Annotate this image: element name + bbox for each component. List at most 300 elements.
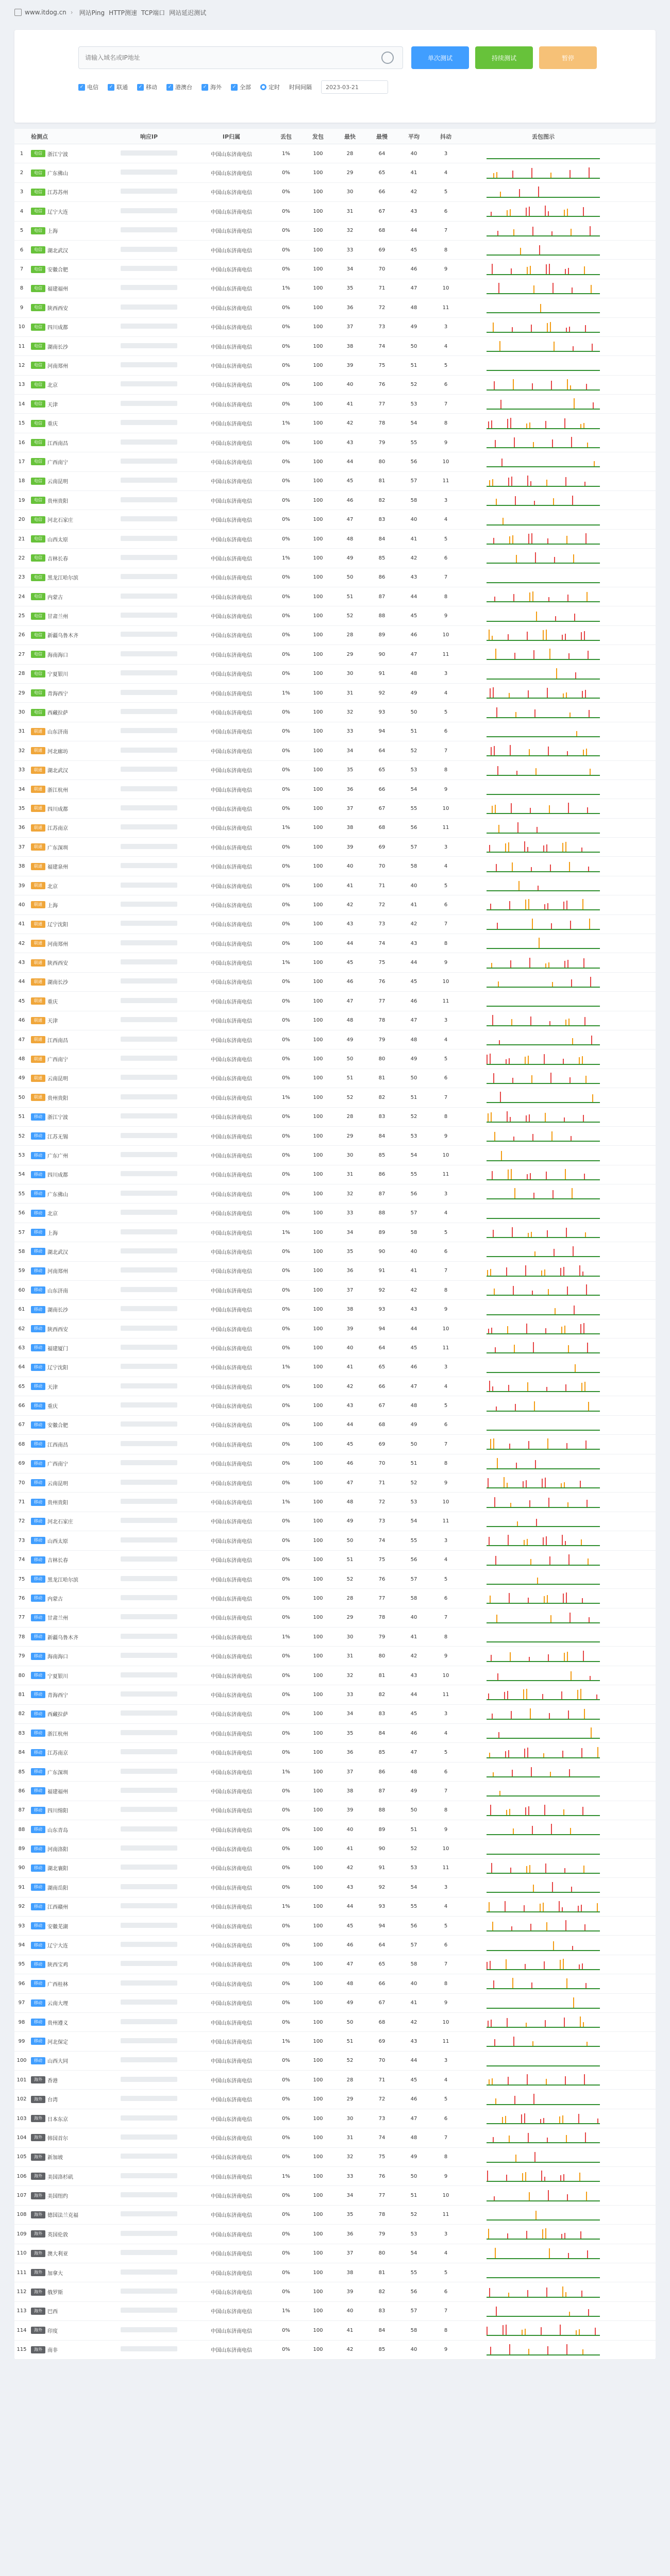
loss-mark <box>489 480 490 486</box>
loss-mark <box>502 518 504 524</box>
location-cell: 中国山东济南电信 <box>211 171 252 177</box>
ip-cell <box>105 1191 193 1197</box>
loss-mark <box>526 1689 527 1699</box>
slowest-cell: 65 <box>378 1961 386 1968</box>
loss-mark <box>561 1327 562 1333</box>
loss-mark <box>511 268 512 274</box>
sent-cell: 100 <box>313 1153 323 1158</box>
loss-sparkline <box>487 418 600 429</box>
filter-options <box>78 80 388 94</box>
location-cell: 中国山东济南电信 <box>211 2328 252 2334</box>
breadcrumb-link[interactable]: 网站Ping <box>79 9 105 16</box>
table-row <box>14 1223 656 1242</box>
loss-mark <box>549 1556 550 1565</box>
ip-cell <box>105 2211 193 2218</box>
jitter-cell: 3 <box>444 324 448 330</box>
loss-cell: 0% <box>282 1942 290 1948</box>
loss-mark <box>561 2234 562 2239</box>
loss-mark <box>586 384 587 389</box>
isp-badge: 移动 <box>31 1325 45 1332</box>
loss-mark <box>566 1228 567 1237</box>
search-icon[interactable] <box>381 52 394 64</box>
masked-ip <box>121 1556 177 1562</box>
location-cell: 中国山东济南电信 <box>211 1327 252 1333</box>
loss-chart-cell <box>462 1477 625 1488</box>
loss-mark <box>513 1137 514 1141</box>
loss-mark <box>534 2152 535 2162</box>
table-row <box>14 1724 656 1743</box>
sent-cell: 100 <box>313 1730 323 1736</box>
node-name: 广西南宁 <box>47 1057 68 1063</box>
node-cell <box>29 1171 105 1178</box>
loss-mark <box>583 207 584 216</box>
col-location: IP归属 <box>222 133 241 140</box>
slowest-cell: 67 <box>378 208 386 214</box>
masked-ip <box>121 150 177 156</box>
jitter-cell: 11 <box>442 998 449 1004</box>
ip-cell <box>105 805 193 812</box>
ip-cell <box>105 1845 193 1852</box>
loss-chart-cell <box>462 1824 625 1835</box>
node-name: 德国法兰克福 <box>47 2213 78 2219</box>
node-cell <box>29 708 105 716</box>
average-cell: 45 <box>410 979 417 985</box>
average-cell: 41 <box>410 536 417 542</box>
single-test-button[interactable]: 单次测试 <box>411 46 469 69</box>
loss-mark <box>494 381 495 389</box>
masked-ip <box>121 2096 177 2101</box>
ip-cell <box>105 1075 193 1081</box>
table-row <box>14 1666 656 1685</box>
loss-sparkline <box>487 2016 600 2028</box>
fastest-cell: 30 <box>346 671 354 677</box>
loss-mark <box>524 841 525 852</box>
loss-mark <box>529 958 530 968</box>
loss-chart-cell <box>462 1323 625 1334</box>
masked-ip <box>121 1017 177 1022</box>
loss-mark <box>595 2328 596 2335</box>
row-index: 6 <box>20 247 24 253</box>
row-index: 46 <box>18 1018 25 1024</box>
average-cell: 50 <box>410 1075 417 1081</box>
slowest-cell: 67 <box>378 2000 386 2006</box>
fastest-cell: 30 <box>346 1634 354 1640</box>
average-cell: 52 <box>410 1114 417 1120</box>
node-name: 湖南长沙 <box>47 344 68 350</box>
node-cell <box>29 1556 105 1564</box>
isp-badge: 移动 <box>31 1556 45 1564</box>
node-name: 西藏拉萨 <box>47 710 68 717</box>
table-row <box>14 606 656 625</box>
slowest-cell: 78 <box>378 2212 386 2218</box>
loss-mark <box>490 1054 491 1064</box>
loss-mark <box>512 171 513 178</box>
loss-cell: 1% <box>282 1094 290 1100</box>
loss-mark <box>492 264 493 274</box>
loss-cell: 0% <box>282 208 290 214</box>
loss-chart-cell <box>462 321 625 333</box>
loss-mark <box>541 1270 542 1276</box>
loss-sparkline <box>487 1438 600 1450</box>
row-index: 51 <box>18 1114 25 1120</box>
masked-ip <box>121 651 177 656</box>
loss-chart-cell <box>462 1516 625 1527</box>
slowest-cell: 89 <box>378 632 386 638</box>
masked-ip <box>121 805 177 810</box>
home-icon[interactable] <box>14 9 22 16</box>
isp-badge: 电信 <box>31 227 45 234</box>
schedule-radio[interactable]: 定时 <box>260 83 280 91</box>
loss-mark <box>574 398 575 409</box>
loss-mark <box>496 707 497 717</box>
loss-mark <box>533 1342 534 1352</box>
isp-badge: 海外 <box>31 2173 45 2180</box>
masked-ip <box>121 2038 177 2043</box>
loss-chart-cell <box>462 1246 625 1257</box>
loss-sparkline <box>487 687 600 699</box>
node-name: 山东青岛 <box>47 1827 68 1834</box>
jitter-cell: 3 <box>444 150 448 157</box>
loss-chart-cell <box>462 244 625 256</box>
loss-cell: 0% <box>282 613 290 619</box>
sent-cell: 100 <box>313 1480 323 1486</box>
slowest-cell: 83 <box>378 2308 386 2314</box>
loss-mark <box>593 402 594 409</box>
sent-cell: 100 <box>313 1364 323 1370</box>
jitter-cell: 10 <box>442 632 449 638</box>
loss-sparkline <box>487 1901 600 1912</box>
breadcrumb-link[interactable]: TCP端口 <box>141 9 165 16</box>
jitter-cell: 3 <box>444 1537 448 1544</box>
node-name: 澳大利亚 <box>47 2251 68 2258</box>
node-name: 天津 <box>47 1384 58 1391</box>
masked-ip <box>121 1980 177 1986</box>
row-index: 21 <box>18 536 25 542</box>
loss-mark <box>535 1460 536 1468</box>
loss-mark <box>507 2018 508 2027</box>
filter-all[interactable]: ✓ 全部 <box>231 83 251 91</box>
node-cell <box>29 1595 105 1602</box>
pause-button[interactable]: 暂停 <box>539 46 597 69</box>
jitter-cell: 9 <box>444 2347 448 2353</box>
loss-mark <box>530 808 531 813</box>
loss-mark <box>567 209 568 216</box>
loss-sparkline <box>487 1766 600 1777</box>
sent-cell: 100 <box>313 1191 323 1197</box>
filter-hkmotw[interactable]: ✓ 港澳台 <box>166 83 192 91</box>
location-cell: 中国山东济南电信 <box>211 151 252 158</box>
jitter-cell: 10 <box>442 285 449 292</box>
date-input[interactable]: 2023-03-21 <box>321 80 388 94</box>
loss-mark <box>497 923 498 929</box>
loss-mark <box>583 958 584 968</box>
sent-cell: 100 <box>313 1422 323 1428</box>
loss-mark <box>578 1906 579 1911</box>
loss-mark <box>492 1922 493 1930</box>
loss-sparkline <box>487 1882 600 1893</box>
isp-badge: 电信 <box>31 689 45 697</box>
fastest-cell: 42 <box>346 902 354 908</box>
loss-chart-cell <box>462 861 625 872</box>
loss-sparkline <box>487 2325 600 2336</box>
loss-mark <box>547 1230 548 1237</box>
radio-icon <box>260 84 266 90</box>
isp-badge: 电信 <box>31 285 45 292</box>
loss-mark <box>527 2290 528 2297</box>
average-cell: 45 <box>410 1345 417 1351</box>
loss-cell: 0% <box>282 324 290 330</box>
node-cell <box>29 2095 105 2103</box>
sent-cell: 100 <box>313 1287 323 1293</box>
loss-mark <box>555 616 556 621</box>
loss-chart-cell <box>462 552 625 564</box>
loss-mark <box>510 1868 511 1873</box>
jitter-cell: 7 <box>444 401 448 407</box>
node-cell <box>29 1267 105 1275</box>
masked-ip <box>121 1210 177 1215</box>
table-row <box>14 1974 656 1993</box>
loss-mark <box>569 1613 571 1622</box>
loss-sparkline <box>487 1034 600 1045</box>
node-name: 巴西 <box>47 2309 58 2315</box>
average-cell: 57 <box>410 844 417 850</box>
loss-chart-cell <box>462 2267 625 2278</box>
ip-cell <box>105 709 193 716</box>
loss-chart-cell <box>462 379 625 391</box>
sent-cell: 100 <box>313 1788 323 1794</box>
filter-overseas[interactable]: ✓ 海外 <box>202 83 222 91</box>
loss-mark <box>513 229 514 235</box>
masked-ip <box>121 439 177 445</box>
loss-chart-cell <box>462 495 625 506</box>
average-cell: 58 <box>410 2327 417 2333</box>
loss-chart-cell <box>462 1612 625 1623</box>
loss-mark <box>547 688 548 698</box>
isp-badge: 电信 <box>31 458 45 465</box>
loss-mark <box>494 1132 495 1141</box>
loss-mark <box>533 285 534 293</box>
node-cell <box>29 2307 105 2315</box>
sent-cell: 100 <box>313 324 323 330</box>
loss-mark <box>506 1059 507 1064</box>
filter-mobile[interactable]: ✓ 移动 <box>137 83 157 91</box>
breadcrumb-link[interactable]: 网站延迟测试 <box>169 9 207 16</box>
loss-sparkline <box>487 206 600 217</box>
loss-mark <box>509 1058 510 1064</box>
table-row <box>14 1994 656 2013</box>
loss-mark <box>539 938 540 948</box>
loss-mark <box>494 1497 495 1507</box>
loss-mark <box>492 479 493 486</box>
loss-mark <box>565 842 566 852</box>
sent-cell: 100 <box>313 343 323 349</box>
loss-mark <box>491 1863 492 1873</box>
jitter-cell: 8 <box>444 594 448 600</box>
loss-sparkline <box>487 1188 600 1199</box>
table-row <box>14 780 656 799</box>
node-cell <box>29 362 105 369</box>
jitter-cell: 5 <box>444 1576 448 1582</box>
isp-badge: 移动 <box>31 1710 45 1718</box>
loss-mark <box>490 1269 491 1276</box>
loss-mark <box>564 1653 565 1661</box>
loss-mark <box>565 477 566 486</box>
location-cell: 中国山东济南电信 <box>211 1442 252 1448</box>
filter-unicom[interactable]: ✓ 联通 <box>108 83 128 91</box>
table-row <box>14 1570 656 1589</box>
loss-mark <box>543 1537 544 1545</box>
loss-chart-cell <box>462 976 625 988</box>
continuous-test-button[interactable]: 持续测试 <box>475 46 533 69</box>
loss-mark <box>542 1479 543 1487</box>
filter-telecom[interactable]: ✓ 电信 <box>78 83 98 91</box>
loss-mark <box>568 1019 569 1025</box>
loss-mark <box>564 1868 565 1873</box>
slowest-cell: 86 <box>378 1769 386 1775</box>
jitter-cell: 5 <box>444 362 448 368</box>
location-cell: 中国山东济南电信 <box>211 884 252 890</box>
row-index: 48 <box>18 1056 25 1062</box>
loss-sparkline <box>487 1785 600 1797</box>
node-name: 湖南长沙 <box>47 980 68 986</box>
loss-chart-cell <box>462 2016 625 2028</box>
sent-cell: 100 <box>313 1075 323 1081</box>
node-cell <box>29 978 105 986</box>
isp-badge: 移动 <box>31 1344 45 1351</box>
sent-cell: 100 <box>313 1056 323 1062</box>
breadcrumb-link[interactable]: HTTP测速 <box>109 9 137 16</box>
location-cell: 中国山东济南电信 <box>211 1019 252 1025</box>
isp-badge: 移动 <box>31 1884 45 1891</box>
fastest-cell: 39 <box>346 1326 354 1332</box>
loss-cell: 1% <box>282 285 290 292</box>
masked-ip <box>121 1595 177 1600</box>
average-cell: 55 <box>410 2269 417 2276</box>
isp-badge: 移动 <box>31 1479 45 1486</box>
loss-mark <box>559 1901 560 1911</box>
average-cell: 45 <box>410 247 417 253</box>
loss-mark <box>529 1657 530 1661</box>
row-index: 78 <box>18 1634 25 1640</box>
row-index: 95 <box>18 1961 25 1968</box>
row-index: 26 <box>18 632 25 638</box>
masked-ip <box>121 1287 177 1292</box>
loss-mark <box>546 1172 547 1179</box>
row-index: 92 <box>18 1904 25 1910</box>
ip-cell <box>105 1884 193 1891</box>
jitter-cell: 9 <box>444 266 448 273</box>
loss-mark <box>537 827 538 833</box>
node-cell <box>29 1806 105 1814</box>
ip-cell <box>105 921 193 927</box>
loss-mark <box>495 649 496 659</box>
location-cell: 中国山东济南电信 <box>211 2174 252 2180</box>
checkbox-icon: ✓ <box>166 84 173 91</box>
average-cell: 53 <box>410 401 417 407</box>
loss-mark <box>573 346 574 351</box>
loss-mark <box>530 481 531 486</box>
slowest-cell: 85 <box>378 555 386 561</box>
masked-ip <box>121 1499 177 1504</box>
loss-mark <box>530 266 531 274</box>
location-cell: 中国山东济南电信 <box>211 518 252 524</box>
masked-ip <box>121 478 177 483</box>
loss-chart-cell <box>462 225 625 236</box>
row-index: 9 <box>20 304 24 311</box>
ip-cell <box>105 1556 193 1563</box>
loss-mark <box>491 2020 492 2027</box>
node-name: 天津 <box>47 402 58 408</box>
slowest-cell: 81 <box>378 1075 386 1081</box>
loss-mark <box>493 538 494 544</box>
jitter-cell: 5 <box>444 2269 448 2276</box>
sent-cell: 100 <box>313 2269 323 2276</box>
masked-ip <box>121 1133 177 1138</box>
node-name: 浙江杭州 <box>47 787 68 793</box>
loss-mark <box>552 439 553 447</box>
location-cell: 中国山东济南电信 <box>211 460 252 466</box>
checkbox-icon: ✓ <box>202 84 208 91</box>
fastest-cell: 45 <box>346 1441 354 1447</box>
loss-mark <box>490 1596 491 1603</box>
node-cell <box>29 1286 105 1294</box>
loss-sparkline <box>487 1208 600 1219</box>
jitter-cell: 3 <box>444 671 448 677</box>
masked-ip <box>121 1094 177 1099</box>
location-cell: 中国山东济南电信 <box>211 1731 252 1737</box>
loss-sparkline <box>487 1516 600 1527</box>
loss-chart-cell <box>462 2228 625 2240</box>
node-cell <box>29 188 105 196</box>
loss-mark <box>548 1654 549 1661</box>
jitter-cell: 10 <box>442 805 449 811</box>
search-input[interactable] <box>78 46 403 69</box>
slowest-cell: 82 <box>378 1094 386 1100</box>
sent-cell: 100 <box>313 266 323 273</box>
isp-badge: 海外 <box>31 2327 45 2334</box>
table-row <box>14 491 656 510</box>
fastest-cell: 38 <box>346 1788 354 1794</box>
location-cell: 中国山东济南电信 <box>211 2309 252 2315</box>
sent-cell: 100 <box>313 1441 323 1447</box>
loss-mark <box>531 168 532 178</box>
loss-mark <box>582 1598 583 1603</box>
loss-cell: 1% <box>282 690 290 696</box>
ip-cell <box>105 1306 193 1313</box>
row-index: 40 <box>18 902 25 908</box>
loss-mark <box>545 421 546 428</box>
loss-sparkline <box>487 1651 600 1662</box>
sent-cell: 100 <box>313 208 323 214</box>
node-name: 广东佛山 <box>47 1192 68 1198</box>
node-name: 香港 <box>47 2078 58 2084</box>
isp-badge: 移动 <box>31 1152 45 1159</box>
average-cell: 50 <box>410 1807 417 1814</box>
sent-cell: 100 <box>313 825 323 831</box>
node-name: 安徽芜湖 <box>47 1924 68 1930</box>
loss-mark <box>571 437 572 447</box>
loss-mark <box>511 1711 512 1719</box>
node-cell <box>29 497 105 504</box>
fastest-cell: 48 <box>346 536 354 542</box>
loss-cell: 0% <box>282 1826 290 1833</box>
site-link[interactable]: www.itdog.cn <box>25 9 66 16</box>
loss-sparkline <box>487 225 600 236</box>
node-name: 青海西宁 <box>47 691 68 697</box>
masked-ip <box>121 2231 177 2236</box>
location-cell: 中国山东济南电信 <box>211 999 252 1005</box>
location-cell: 中国山东济南电信 <box>211 2020 252 2026</box>
